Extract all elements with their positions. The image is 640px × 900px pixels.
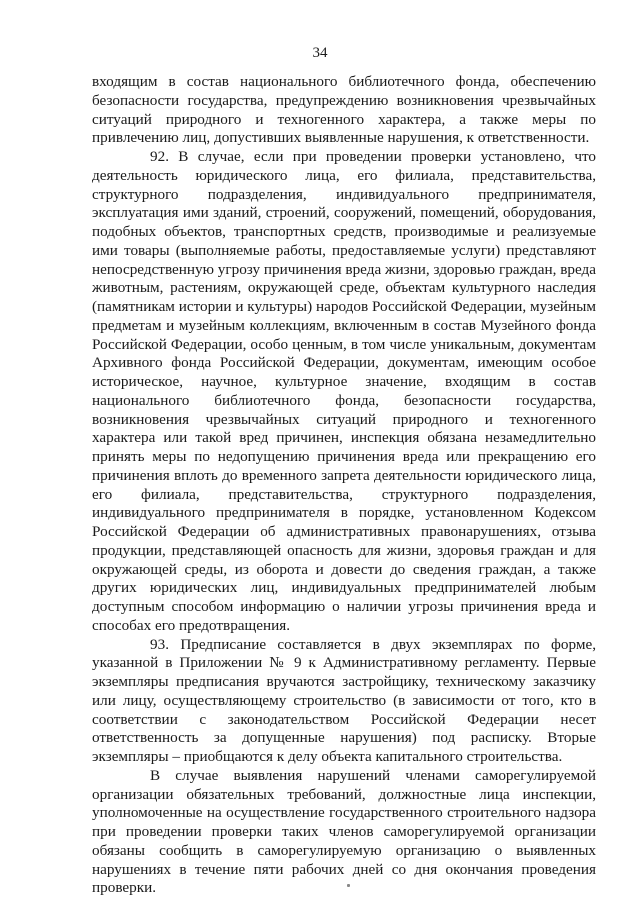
paragraph-continuation: входящим в состав национального библиотечного фонда, обеспечению безопасности государства, предупреждению возникновения чрезвычайных ситуаций природного и техногенного характера, а также меры по привлечению лиц, допустивших выявленные нарушения, к ответственности. xyxy=(92,73,596,147)
scan-speck xyxy=(347,884,350,887)
paragraph-item-93: 93. Предписание составляется в двух экземплярах по форме, указанной в Приложении № 9 к Административному регламенту. Первые экземпляры предписания вручаются застройщику, техническому заказчику или лицу, осуществляющему строительство (в зависимости от того, кто в соответствии с законодательством Российской Федерации несет ответственность за допущенные нарушения) под расписку. Вторые экземпляры – приобщаются к делу объекта капитального строительства. xyxy=(92,635,596,765)
paragraph-item-92: 92. В случае, если при проведении проверки установлено, что деятельность юридического лица, его филиала, представительства, структурного подразделения, индивидуального предпринимателя, эксплуатация ими зданий, строений, сооружений, помещений, оборудования, подобных объектов, транспортных средств, производимые и реализуемые ими товары (выполняемые работы, предоставляемые услуги) представляют непосредственную угрозу причинения вреда жизни, здоровью граждан, вреда животным, растениям, окружающей среде, объектам культурного наследия (памятникам истории и культуры) народов Российской Федерации, музейным предметам и музейным коллекциям, включенным в состав Музейного фонда Российской Федерации, особо ценным, в том числе уникальным, документам Архивного фонда Российской Федерации, документам, имеющим особое историческое, научное, культурное значение, входящим в состав национального библиотечного фонда, безопасности государства, возникновения чрезвычайных ситуаций природного и техногенного характера или такой вред причинен, инспекция обязана незамедлительно принять меры по недопущению причинения вреда или прекращению его причинения вплоть до временного запрета деятельности юридического лица, его филиала, представительства, структурного подразделения, индивидуального предпринимателя в порядке, установленном Кодексом Российской Федерации об административных правонарушениях, отзыва продукции, представляющей опасность для жизни, здоровья граждан и для окружающей среды, из оборота и довести до сведения граждан, а также других юридических лиц, индивидуальных предпринимателей любым доступным способом информацию о наличии угрозы причинения вреда и способах его предотвращения. xyxy=(92,148,596,634)
paragraph-sro-violations: В случае выявления нарушений членами саморегулируемой организации обязательных требований, должностные лица инспекции, уполномоченные на осуществление государственного строительного надзора при проведении проверки таких членов саморегулируемой организации обязаны сообщить в саморегулируемую организацию о выявленных нарушениях в течение пяти рабочих дней со дня окончания проведения проверки. xyxy=(92,766,596,897)
page-number: 34 xyxy=(312,45,328,61)
document-body xyxy=(92,73,596,898)
